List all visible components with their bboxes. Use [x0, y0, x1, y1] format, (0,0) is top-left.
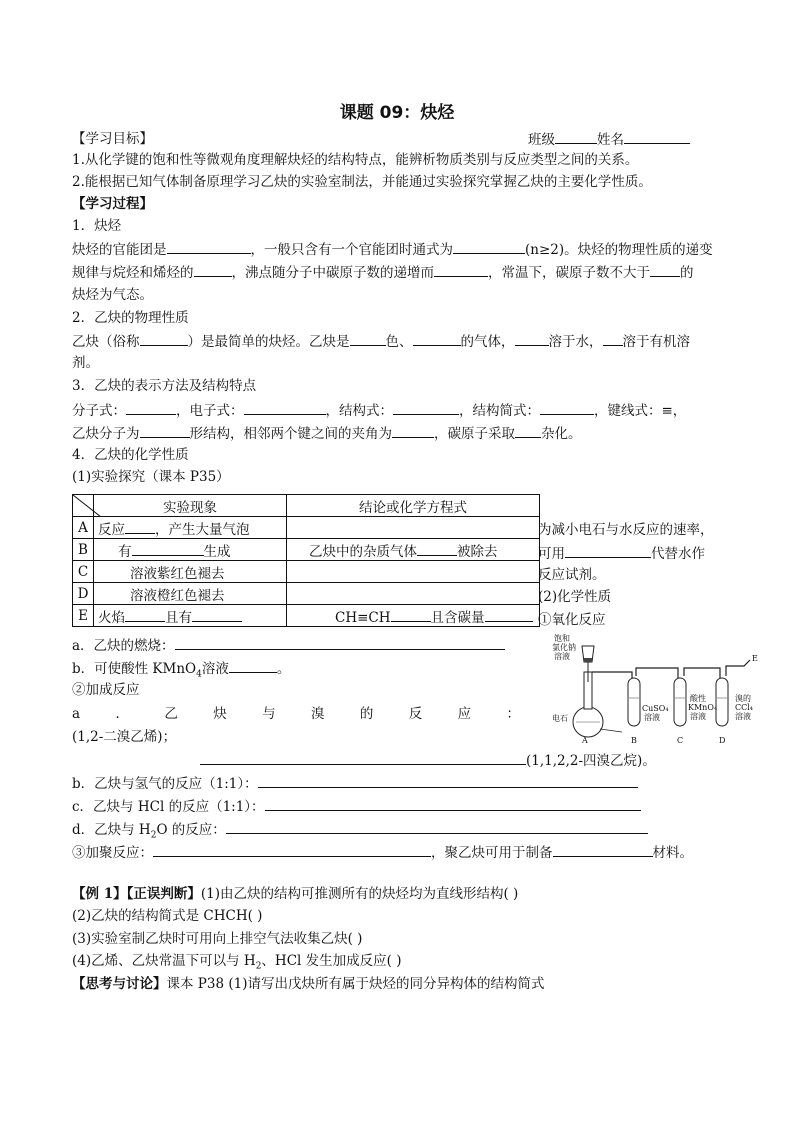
experiment-table [72, 494, 540, 627]
example-line-2: (2)乙炔的结构简式是 CHCH( ) [72, 908, 263, 924]
s2-text: 色、 [385, 334, 413, 350]
carbon-count-blank[interactable] [650, 263, 680, 277]
justified-char: a [72, 706, 81, 722]
example-label: 【例 1】【正误判断】 [72, 886, 201, 902]
chem-props-label: (2)化学性质 [538, 589, 612, 605]
oxidation-label: ①氧化反应 [538, 612, 606, 628]
s2-text: 的气体， [460, 334, 515, 350]
tube-c-letter: C [677, 736, 684, 745]
s1-text: ，常温下，碳原子数不大于 [488, 265, 650, 281]
kmno4-blank[interactable] [229, 659, 277, 673]
justified-char: 应 [457, 706, 472, 722]
funnel-label-3: 溶液 [554, 652, 570, 661]
water-label: O 的反应： [156, 822, 226, 838]
kmno4-label-1: 酸性 [690, 694, 706, 703]
justified-char: ： [506, 706, 520, 722]
phenomenon-cell [94, 605, 287, 627]
row-label: B [73, 539, 94, 561]
s1-line-2 [72, 263, 694, 282]
tube-b-letter: B [631, 736, 637, 745]
s2-line-2: 剂。 [72, 355, 99, 371]
side-note-text: 可用 [538, 546, 565, 562]
functional-group-blank[interactable] [167, 240, 251, 254]
table-corner-cell [73, 495, 94, 517]
s2-text: 乙炔（俗称 [72, 334, 140, 350]
s3-text: ，碳原子采取 [434, 426, 515, 442]
color-blank[interactable] [350, 332, 386, 346]
trend-blank[interactable] [194, 263, 232, 277]
shape-blank[interactable] [140, 424, 190, 438]
reaction-speed-blank[interactable] [125, 520, 155, 534]
table-row [73, 561, 540, 583]
example-line-3: (3)实验室制乙炔时可用向上排空气法收集乙炔( ) [72, 931, 363, 947]
row-label: D [73, 583, 94, 605]
phenomenon-cell [94, 517, 287, 539]
s3-text: ，结构简式： [459, 403, 540, 419]
side-note-text: 代替水作 [651, 546, 705, 562]
row-label: C [73, 561, 94, 583]
side-note-2 [538, 544, 705, 563]
carbide-label: 电石 [552, 714, 568, 723]
class-label: 班级 [528, 132, 555, 148]
poly-label: ③加聚反应： [72, 845, 153, 861]
organic-solubility-blank[interactable] [603, 332, 623, 346]
structural-formula-blank[interactable] [393, 401, 459, 415]
addition-label: ②加成反应 [72, 682, 140, 698]
table-row [73, 583, 540, 605]
odor-blank[interactable] [413, 332, 461, 346]
example-text: (4)乙烯、乙炔常温下可以与 H [72, 953, 256, 969]
class-blank[interactable] [555, 130, 597, 144]
combustion-label: a．乙炔的燃烧： [72, 638, 175, 654]
experiment-label: (1)实验探究（课本 P35） [72, 469, 230, 485]
cell-text: 反应 [98, 521, 125, 538]
combustion-line [72, 636, 505, 655]
hcl-blank[interactable] [265, 797, 641, 811]
conclusion-cell [287, 539, 540, 561]
condensed-formula-blank[interactable] [540, 401, 594, 415]
cell-text: 且含碳量 [430, 609, 485, 626]
justified-char: 反 [408, 706, 423, 722]
s2-text: 溶于水， [548, 334, 603, 350]
objectives-label: 【学习目标】 [72, 131, 153, 147]
hydrogen-blank[interactable] [258, 774, 638, 788]
material-blank[interactable] [553, 843, 653, 857]
substitute-reagent-blank[interactable] [565, 544, 651, 558]
water-solubility-blank[interactable] [515, 332, 549, 346]
example-line-4 [72, 952, 401, 976]
smoke-blank[interactable] [192, 608, 242, 622]
table-header-row [73, 495, 540, 517]
cuso4-label-2: 溶液 [644, 713, 660, 722]
tetrabromoethane-blank[interactable] [200, 751, 526, 765]
example-text: (1)由乙炔的结构可推测所有的炔烃均为直线形结构( ) [200, 886, 519, 902]
kmno4-label-2: KMnO₄ [688, 703, 718, 712]
example-text: 、HCl 发生加成反应( ) [261, 953, 402, 969]
outlet-label: E [752, 654, 758, 663]
class-name-line [528, 130, 690, 149]
s3-text: 乙炔分子为 [72, 426, 140, 442]
objective-2: 2.能根据已知气体制备原理学习乙炔的实验室制法，并能通过实验探究掌握乙炔的主要化学性质。 [72, 174, 652, 190]
tetrabromoethane-note: (1,1,2,2-四溴乙烷)。 [526, 753, 656, 769]
example-line-1 [72, 885, 518, 903]
electron-formula-blank[interactable] [244, 401, 326, 415]
kmno4-text: b．可使酸性 KMnO [72, 661, 197, 677]
cell-text: 有 [118, 543, 132, 560]
name-blank[interactable] [624, 130, 690, 144]
s3-text: 杂化。 [541, 426, 582, 442]
water-label: d．乙炔与 H [72, 822, 151, 838]
table-row [73, 605, 540, 627]
table-row [73, 539, 540, 561]
conclusion-cell[interactable] [287, 517, 540, 539]
hybridization-blank[interactable] [515, 424, 541, 438]
cell-text: CH≡CH [335, 609, 391, 626]
water-blank[interactable] [226, 820, 648, 834]
table-header: 实验现象 [94, 495, 287, 517]
br-label-2: CCl₄ [735, 703, 754, 712]
br-label-3: 溶液 [735, 712, 751, 721]
s1-text: 的 [680, 265, 694, 281]
s1-text: 规律与烷烃和烯烃的 [72, 265, 194, 281]
phenomenon-cell [94, 539, 287, 561]
section-2-heading: 2．乙炔的物理性质 [72, 310, 189, 326]
justified-char: 的 [359, 706, 374, 722]
s3-line-1 [72, 401, 686, 420]
table-row [73, 517, 540, 539]
tube-d-letter: D [719, 736, 726, 745]
phenomenon-cell: 溶液紫红色褪去 [94, 561, 287, 583]
kmno4-line [72, 659, 290, 684]
cell-text: 火焰 [98, 609, 125, 626]
br-label-1: 溴的 [735, 694, 751, 703]
common-name-blank[interactable] [140, 332, 188, 346]
s3-line-2 [72, 424, 582, 443]
justified-char: 乙 [164, 706, 178, 722]
hydrogen-label: b．乙炔与氢气的反应（1:1）： [72, 776, 258, 792]
flame-blank[interactable] [125, 608, 165, 622]
section-3-heading: 3．乙炔的表示方法及结构特点 [72, 378, 257, 394]
hcl-label: c．乙炔与 HCl 的反应（1:1）： [72, 799, 265, 815]
row-label: A [73, 517, 94, 539]
subscript: 2 [255, 961, 262, 972]
kmno4-text: 溶液 [201, 661, 229, 677]
general-formula-blank[interactable] [453, 240, 525, 254]
discussion-text: 课本 P38 (1)请写出戊炔所有属于炔烃的同分异构体的结构简式 [166, 976, 545, 992]
phenomenon-cell: 溶液橙红色褪去 [94, 583, 287, 605]
cuso4-label-1: CuSO₄ [642, 704, 669, 713]
discussion-label: 【思考与讨论】 [72, 976, 167, 992]
kmno4-label-3: 溶液 [690, 712, 706, 721]
cell-text: 乙炔中的杂质气体 [309, 543, 417, 560]
equation-blank[interactable] [391, 608, 431, 622]
section-4-heading: 4．乙炔的化学性质 [72, 447, 189, 463]
name-label: 姓名 [597, 132, 624, 148]
cell-text: 且有 [165, 609, 192, 626]
flask-letter: A [582, 736, 588, 745]
precipitate-blank[interactable] [132, 542, 204, 556]
s1-text: ，沸点随分子中碳原子数的递增而 [231, 265, 434, 281]
s3-text: ，电子式： [176, 403, 244, 419]
hydrogen-line [72, 774, 638, 793]
polymerization-blank[interactable] [153, 843, 431, 857]
s1-text: (n≥2)。炔烃的物理性质的递变 [525, 242, 713, 258]
poly-label: 材料。 [652, 845, 693, 861]
dibromoethene-note: (1,2-二溴乙烯)； [72, 729, 177, 745]
funnel-label-2: 氯化钠 [552, 643, 576, 652]
s2-line-1 [72, 332, 690, 351]
bond-angle-blank[interactable] [392, 424, 434, 438]
hcl-line [72, 797, 641, 816]
justified-char: 炔 [213, 706, 227, 722]
page-title: 课题 09：炔烃 [339, 103, 455, 123]
s3-text: 分子式： [72, 403, 126, 419]
row-label: E [73, 605, 94, 627]
subscript: 4 [196, 669, 202, 680]
objective-1: 1.从化学键的饱和性等微观角度理解炔烃的结构特点，能辨析物质类别与反应类型之间的关系。 [72, 152, 639, 168]
justified-char: ． [115, 706, 129, 722]
cell-text: ，产生大量气泡 [155, 521, 250, 538]
kmno4-text: 。 [276, 661, 291, 677]
table-header: 结论或化学方程式 [287, 495, 540, 517]
s3-text: ，键线式：≡， [594, 403, 687, 419]
cell-text: 生成 [203, 543, 231, 560]
funnel-label-1: 饱和 [554, 634, 570, 643]
s3-text: 形结构，相邻两个键之间的夹角为 [189, 426, 392, 442]
apparatus-diagram [532, 632, 762, 746]
molecular-formula-blank[interactable] [126, 401, 176, 415]
impurity-blank[interactable] [417, 542, 457, 556]
section-1-heading: 1．炔烃 [72, 218, 122, 234]
polymerization-line [72, 843, 693, 862]
tetrabromoethane-line [200, 751, 656, 770]
s2-text: 溶于有机溶 [622, 334, 690, 350]
s1-text: ，一般只含有一个官能团时通式为 [250, 242, 453, 258]
conclusion-cell [287, 605, 540, 627]
s1-line-1 [72, 240, 713, 259]
s3-text: ，结构式： [325, 403, 393, 419]
justified-char: 与 [262, 706, 276, 722]
boiling-point-blank[interactable] [434, 263, 488, 277]
bromine-line [72, 705, 520, 723]
subscript: 2 [150, 830, 157, 841]
cell-text: 被除去 [457, 543, 498, 560]
diagonal-line [73, 495, 101, 517]
combustion-blank[interactable] [175, 636, 505, 650]
justified-char: 溴 [310, 706, 325, 722]
side-note-3: 反应试剂。 [538, 567, 606, 583]
s2-text: ）是最简单的炔烃。乙炔是 [187, 334, 350, 350]
process-label: 【学习过程】 [72, 196, 153, 212]
conclusion-cell[interactable] [287, 583, 540, 605]
conclusion-cell[interactable] [287, 561, 540, 583]
s1-line-3: 炔烃为气态。 [72, 287, 153, 303]
carbon-content-blank[interactable] [485, 608, 533, 622]
discussion-line [72, 975, 544, 993]
s1-text: 炔烃的官能团是 [72, 242, 167, 258]
side-note-1: 为减小电石与水反应的速率， [538, 522, 714, 538]
water-line [72, 820, 648, 845]
poly-label: ，聚乙炔可用于制备 [431, 845, 553, 861]
